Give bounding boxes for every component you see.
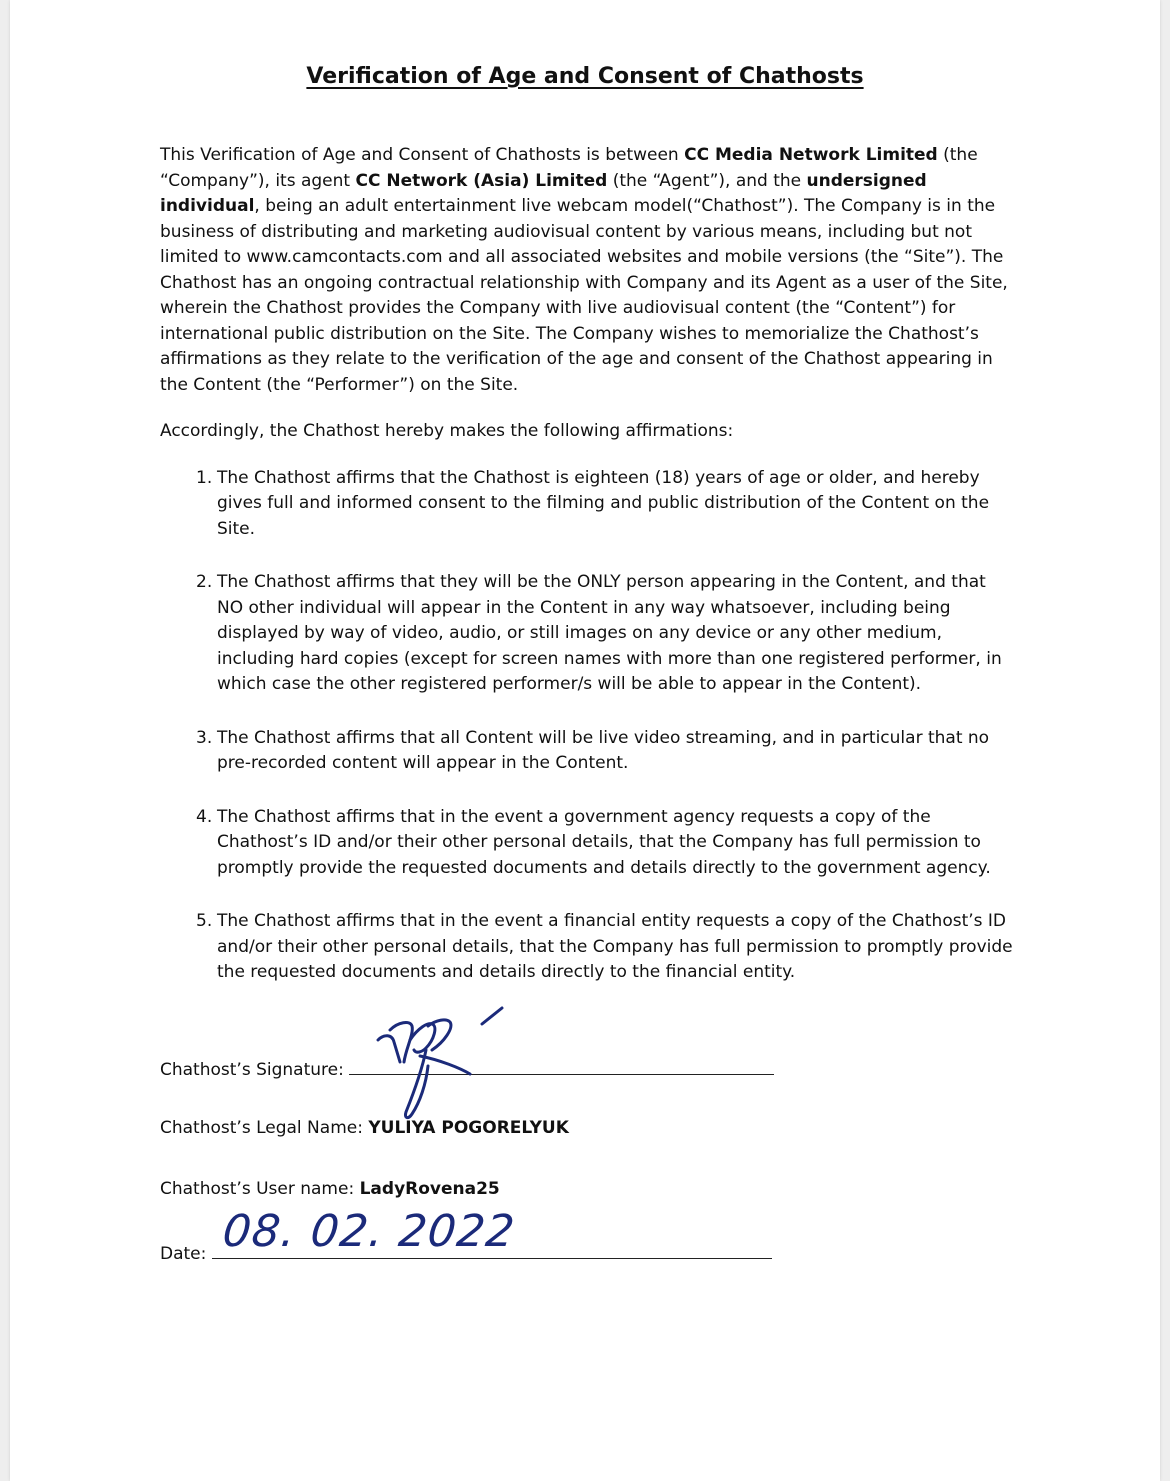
- document-page: [10, 0, 1160, 1481]
- affirmation-item: [160, 909, 1015, 986]
- affirmation-item: [160, 570, 1015, 698]
- intro-paragraph: [160, 143, 1015, 398]
- username-value: LadyRovena25: [359, 1179, 500, 1199]
- username-label: Chathost’s User name:: [160, 1179, 355, 1199]
- username-row: [160, 1179, 500, 1199]
- affirmation-item: [160, 726, 1015, 777]
- affirmation-text: The Chathost affirms that in the event a financial entity requests a copy of the Chathost’s ID and/or their other personal details, that the Company has full permission to promptly provide the requested documents and details directly to the financial entity.: [217, 911, 1013, 982]
- document-title: Verification of Age and Consent of Chathosts: [306, 64, 864, 89]
- intro-text-1: This Verification of Age and Consent of Chathosts is between: [160, 145, 685, 165]
- legal-name-value: YULIYA POGORELYUK: [368, 1118, 569, 1138]
- undersigned-individual: undersigned individual: [160, 170, 927, 216]
- affirmation-number: 3.: [196, 727, 213, 748]
- affirmation-item: [160, 466, 1015, 543]
- legal-name-row: [160, 1118, 569, 1138]
- handwritten-signature: [370, 1000, 510, 1130]
- intro-text-2: (the “Company”), its agent: [160, 145, 978, 191]
- affirmations-list: [160, 466, 1015, 986]
- document-body: [160, 143, 1015, 1014]
- legal-name-label: Chathost’s Legal Name:: [160, 1118, 363, 1138]
- affirmation-number: 2.: [196, 572, 213, 592]
- affirmation-number: 1.: [196, 467, 213, 488]
- affirmation-number: 4.: [196, 806, 213, 827]
- intro-text-3: (the “Agent”), and the: [607, 170, 807, 191]
- handwritten-date: 08. 02. 2022: [220, 1206, 518, 1257]
- agent-name: CC Network (Asia) Limited: [355, 170, 608, 191]
- affirmation-text: The Chathost affirms that they will be the ONLY person appearing in the Content, and that NO other individual will appear in the Content in any way whatsoever, including being displayed by way of video, audio, or still images on any device or any other medium, including hard copies (except for screen names with more than one registered performer, in which case the other registered performer/s will be able to appear in the Content).: [217, 572, 1002, 694]
- affirmation-item: [160, 805, 1015, 882]
- affirmation-number: 5.: [196, 911, 213, 931]
- company-name: CC Media Network Limited: [684, 145, 938, 165]
- affirmation-text: The Chathost affirms that the Chathost is eighteen (18) years of age or older, and hereby gives full and informed consent to the filming and public distribution of the Content on the Site.: [217, 467, 990, 539]
- intro-text-4: , being an adult entertainment live webcam model(“Chathost”). The Company is in the business of distributing and marketing audiovisual content by various means, including but not limited to www.camcontacts.com and all associated websites and mobile versions (the “Site”). The Chathost has an ongoing contractual relationship with Company and its Agent as a user of the Site, wherein the Chathost provides the Company with live audiovisual content (the “Content”) for international public distribution on the Site. The Company wishes to memorialize the Chathost’s affirmations as they relate to the verification of the age and consent of the Chathost appearing in the Content (the “Performer”) on the Site.: [160, 196, 1008, 395]
- date-label: Date:: [160, 1244, 207, 1264]
- affirmations-lead: Accordingly, the Chathost hereby makes the following affirmations:: [160, 421, 734, 441]
- affirmation-text: The Chathost affirms that all Content will be live video streaming, and in particular that no pre-recorded content will appear in the Content.: [217, 727, 990, 773]
- signature-label: Chathost’s Signature:: [160, 1060, 344, 1080]
- affirmation-text: The Chathost affirms that in the event a government agency requests a copy of the Chathost’s ID and/or their other personal details, that the Company has full permission to promptly provide the requested documents and details directly to the government agency.: [217, 806, 991, 878]
